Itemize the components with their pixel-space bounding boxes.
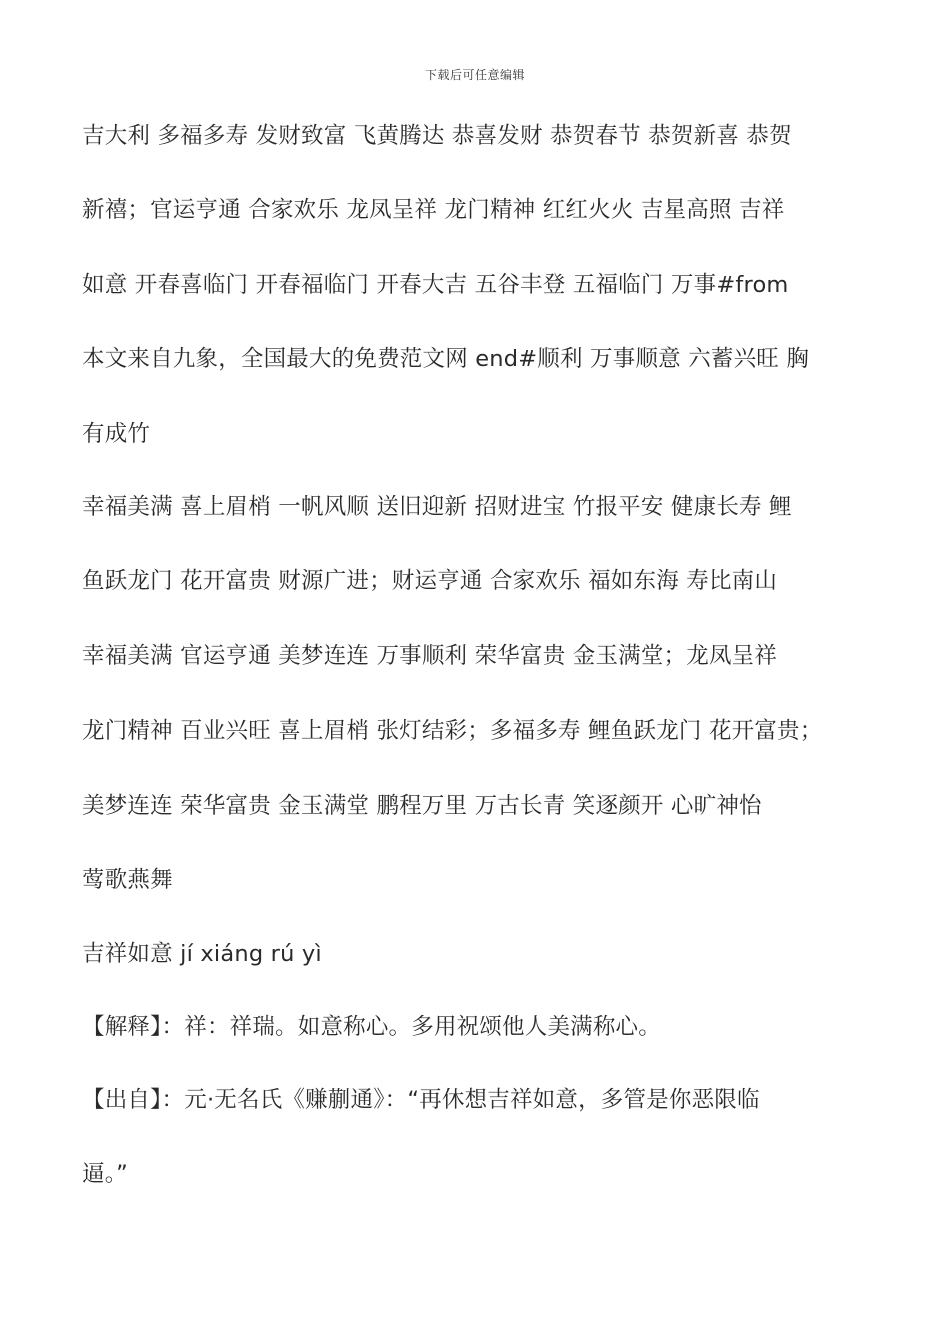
pinyin-line: 吉祥如意 jí xiáng rú yì (82, 941, 322, 967)
text-line-9: 龙门精神 百业兴旺 喜上眉梢 张灯结彩；多福多寿 鲤鱼跃龙门 花开富贵； (82, 718, 823, 744)
text-line-1: 吉大利 多福多寿 发财致富 飞黄腾达 恭喜发财 恭贺春节 恭贺新喜 恭贺 (82, 123, 792, 149)
text-line-6: 幸福美满 喜上眉梢 一帆风顺 送旧迎新 招财进宝 竹报平安 健康长寿 鲤 (82, 494, 792, 520)
text-line-10: 美梦连连 荣华富贵 金玉满堂 鹏程万里 万古长青 笑逐颜开 心旷神怡 (82, 793, 762, 819)
source-line-continued: 逼。” (82, 1161, 129, 1187)
text-line-8: 幸福美满 官运亨通 美梦连连 万事顺利 荣华富贵 金玉满堂；龙凤呈祥 (82, 643, 778, 669)
text-line-7: 鱼跃龙门 花开富贵 财源广进；财运亨通 合家欢乐 福如东海 寿比南山 (82, 568, 778, 594)
text-line-5: 有成竹 (82, 421, 151, 447)
page-header-note: 下载后可任意编辑 (424, 68, 525, 82)
text-line-11: 莺歌燕舞 (82, 867, 173, 893)
text-line-3: 如意 开春喜临门 开春福临门 开春大吉 五谷丰登 五福临门 万事#from (82, 272, 789, 298)
text-line-2: 新禧；官运亨通 合家欢乐 龙凤呈祥 龙门精神 红红火火 吉星高照 吉祥 (82, 197, 785, 223)
explanation-line: 【解释】：祥：祥瑞。如意称心。多用祝颂他人美满称心。 (82, 1014, 661, 1040)
text-line-4: 本文来自九象，全国最大的免费范文网 end#顺利 万事顺意 六蓄兴旺 胸 (82, 346, 810, 372)
source-line: 【出自】：元·无名氏《赚蒯通》：“再休想吉祥如意，多管是你恶限临 (82, 1087, 760, 1113)
